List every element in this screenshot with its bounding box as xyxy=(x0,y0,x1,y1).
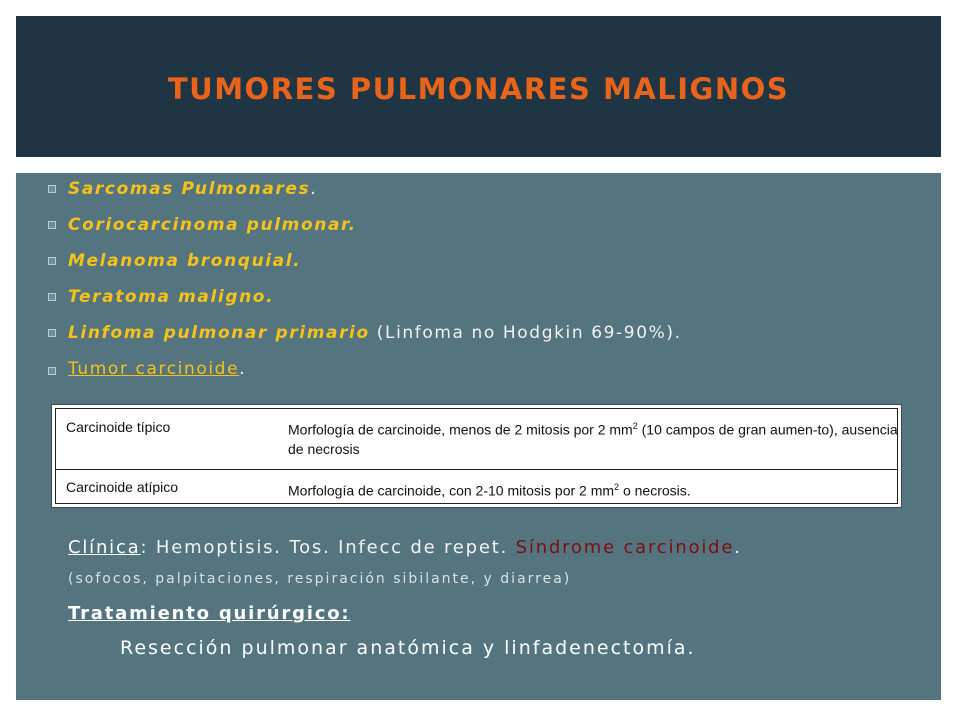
clinica-heading: Clínica xyxy=(68,537,141,558)
carcinoide-link[interactable]: Tumor carcinoide xyxy=(68,359,240,379)
square-bullet-icon xyxy=(48,257,56,265)
table-row xyxy=(56,409,897,470)
content-panel xyxy=(16,173,941,700)
tratamiento-text: Resección pulmonar anatómica y linfadenectomía. xyxy=(120,637,696,659)
table-row xyxy=(56,470,897,504)
carcinoid-table-image xyxy=(51,404,902,508)
list-item: Melanoma bronquial. xyxy=(46,249,682,285)
square-bullet-icon xyxy=(48,221,56,229)
bullet-list xyxy=(46,177,682,397)
slide-title: TUMORES PULMONARES MALIGNOS xyxy=(167,71,790,106)
slide-header xyxy=(16,16,941,157)
square-bullet-icon xyxy=(48,185,56,193)
table-cell-type: Carcinoide típico xyxy=(66,419,171,435)
table-cell-type: Carcinoide atípico xyxy=(66,479,179,495)
clinica-detail: (sofocos, palpitaciones, respiración sibilante, y diarrea) xyxy=(68,571,572,587)
tratamiento-heading: Tratamiento quirúrgico: xyxy=(68,603,351,624)
carcinoid-table xyxy=(55,408,898,504)
list-item: Teratoma maligno. xyxy=(46,285,682,321)
square-bullet-icon xyxy=(48,293,56,301)
table-cell-desc: Morfología de carcinoide, con 2-10 mitosis por 2 $mm^2$ o necrosis. xyxy=(288,482,691,499)
list-item: Linfoma pulmonar primario (Linfoma no Hodgkin 69-90%). xyxy=(46,321,682,357)
square-bullet-icon xyxy=(48,367,56,375)
list-item: Sarcomas Pulmonares. xyxy=(46,177,682,213)
table-cell-desc: Morfología de carcinoide, menos de 2 mitosis por 2 $mm^2$ (10 campos de gran aumen-to), ausencia de necrosis xyxy=(288,421,898,457)
list-item-carcinoide: Tumor carcinoide. xyxy=(46,357,682,397)
square-bullet-icon xyxy=(48,329,56,337)
clinica-line: Clínica: Hemoptisis. Tos. Infecc de repet. Síndrome carcinoide. xyxy=(68,537,742,558)
list-item: Coriocarcinoma pulmonar. xyxy=(46,213,682,249)
sindrome-highlight: Síndrome carcinoide xyxy=(515,537,735,558)
